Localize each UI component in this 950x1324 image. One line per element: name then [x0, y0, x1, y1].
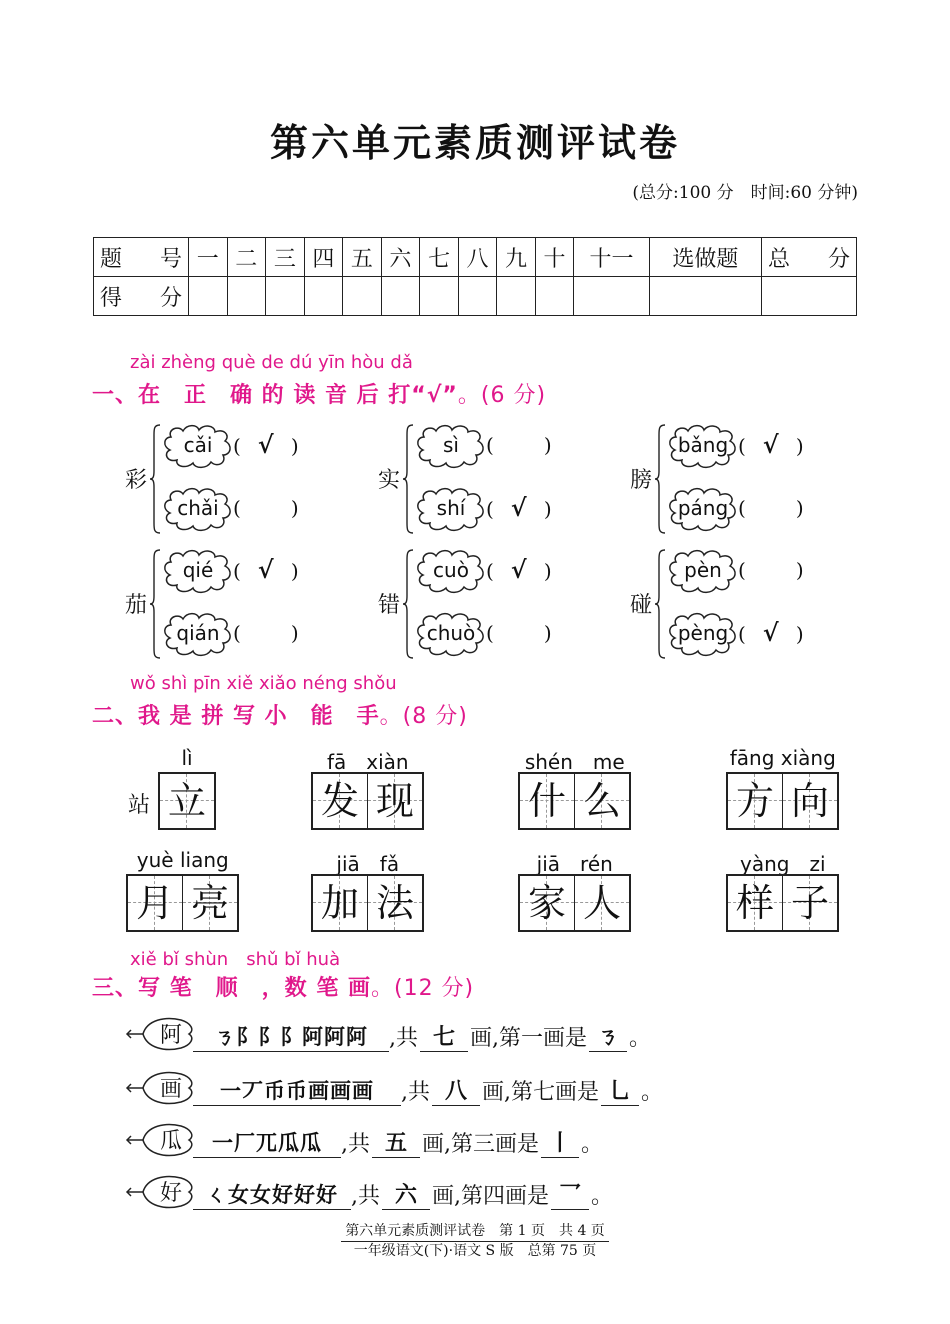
reading-option — [414, 611, 614, 657]
writing-grid[interactable] — [311, 772, 424, 830]
grid-cell — [128, 876, 182, 930]
reading-group — [378, 423, 618, 535]
option-pinyin: bǎng — [677, 433, 729, 457]
written-char: 立 — [167, 779, 206, 823]
grid-cell — [367, 774, 422, 828]
text-period: 。 — [641, 1080, 664, 1105]
option-pinyin: páng — [677, 496, 729, 520]
stroke-order-blank[interactable]: ㄑ女女好好好 — [193, 1179, 351, 1210]
score-cell[interactable] — [649, 277, 761, 316]
option-pinyin: cuò — [433, 558, 469, 582]
section3-title: 三、写 笔 顺 ，数 笔 画 — [92, 976, 371, 1001]
reading-option — [666, 486, 866, 532]
word-pinyin: yàng zi — [739, 852, 826, 876]
grid-cell — [520, 876, 574, 930]
section3-points: 。(12 分) — [370, 976, 475, 1001]
word-pinyin: lì — [181, 746, 193, 770]
text-period: 。 — [629, 1026, 652, 1051]
score-cell[interactable] — [381, 277, 420, 316]
score-table-col-header: 三 — [266, 238, 305, 277]
answer-parens[interactable]: ( ) — [486, 621, 552, 645]
score-table-col-header: 选做题 — [649, 238, 761, 277]
grid-cell — [782, 774, 837, 828]
text-stroke-question: 画,第七画是 — [482, 1080, 599, 1105]
written-char: 法 — [375, 881, 414, 925]
stroke-blank[interactable]: 乛 — [551, 1178, 589, 1210]
reading-group — [630, 423, 870, 535]
brace-icon — [402, 423, 414, 535]
written-char: 发 — [320, 779, 359, 823]
group-char: 实 — [378, 468, 401, 493]
section1-pinyin: zài zhèng què de dú yīn hòu dǎ — [130, 352, 413, 373]
answer-parens[interactable]: ( ) — [738, 496, 804, 520]
option-pinyin: qián — [176, 621, 220, 645]
score-table-col-header: 一 — [189, 238, 228, 277]
score-table-score-row — [94, 277, 857, 316]
score-table-col-header: 总 分 — [762, 238, 857, 277]
score-cell[interactable] — [535, 277, 574, 316]
stroke-blank[interactable]: 丨 — [541, 1126, 579, 1158]
brace-icon — [654, 423, 666, 535]
footer-line1: 第六单元素质测评试卷 第 1 页 共 4 页 — [341, 1222, 609, 1242]
text-period: 。 — [581, 1132, 604, 1157]
brace-icon — [402, 548, 414, 660]
answer-parens[interactable]: ( ) — [486, 433, 552, 457]
section2-heading — [92, 699, 468, 730]
score-cell[interactable] — [304, 277, 343, 316]
page-footer — [0, 1222, 950, 1261]
text-period: 。 — [591, 1184, 614, 1209]
group-char: 茄 — [125, 593, 148, 618]
stroke-row — [125, 1120, 685, 1160]
score-table-col-header: 四 — [304, 238, 343, 277]
score-table-col-header: 十 — [535, 238, 574, 277]
grid-cell — [574, 876, 629, 930]
score-cell[interactable] — [227, 277, 266, 316]
reading-option — [414, 423, 614, 469]
written-char: 加 — [320, 881, 359, 925]
section3-heading — [92, 971, 474, 1002]
reading-option — [161, 548, 361, 594]
answer-parens[interactable]: ( √ ) — [233, 548, 353, 593]
row-char: 好 — [159, 1181, 182, 1206]
answer-parens[interactable]: ( √ ) — [486, 548, 606, 593]
score-table-score-label: 得 分 — [94, 277, 189, 316]
reading-option — [414, 486, 614, 532]
stroke-order-blank[interactable]: 一丆币币画画画 — [193, 1075, 401, 1106]
option-pinyin: chuò — [426, 621, 476, 645]
section2-points: 。(8 分) — [379, 704, 468, 729]
written-char: 方 — [735, 779, 774, 823]
reading-group — [630, 548, 870, 660]
option-pinyin: sì — [443, 433, 459, 457]
reading-option — [161, 423, 361, 469]
score-table-col-header: 六 — [381, 238, 420, 277]
text-gong: ,共 — [351, 1184, 380, 1209]
stroke-row — [125, 1172, 685, 1212]
reading-option — [666, 423, 866, 469]
stroke-count-blank[interactable]: 六 — [382, 1178, 430, 1210]
written-char: 现 — [375, 779, 414, 823]
grid-cell — [313, 876, 367, 930]
score-cell[interactable] — [497, 277, 536, 316]
answer-parens[interactable]: ( ) — [738, 558, 804, 582]
answer-parens[interactable]: ( ) — [233, 621, 299, 645]
writing-grid[interactable] — [726, 874, 839, 932]
option-pinyin: pèn — [684, 558, 722, 582]
written-char: 人 — [582, 881, 621, 925]
stroke-blank[interactable]: ㄋ — [589, 1020, 627, 1052]
written-char: 亮 — [190, 881, 229, 925]
grid-cell — [367, 876, 422, 930]
written-char: 样 — [735, 881, 774, 925]
written-char: 子 — [790, 881, 829, 925]
grid-cell — [574, 774, 629, 828]
writing-grid[interactable] — [158, 772, 216, 830]
group-char: 碰 — [630, 593, 653, 618]
score-cell[interactable] — [574, 277, 649, 316]
check-mark: √ — [762, 430, 779, 459]
footer-line2: 一年级语文(下)·语文 S 版 总第 75 页 — [353, 1243, 597, 1259]
word-pinyin: shén me — [524, 750, 625, 774]
score-cell[interactable] — [420, 277, 459, 316]
grid-cell — [182, 876, 237, 930]
option-pinyin: cǎi — [183, 433, 213, 457]
writing-grid[interactable] — [726, 772, 839, 830]
score-cell[interactable] — [458, 277, 497, 316]
grid-cell — [160, 774, 214, 828]
score-table-col-header: 十一 — [574, 238, 649, 277]
section1-points: 。(6 分) — [457, 383, 547, 408]
stroke-order-blank[interactable]: 一厂兀瓜瓜 — [193, 1127, 341, 1158]
check-mark: √ — [510, 555, 527, 584]
writing-grid[interactable] — [518, 874, 631, 932]
group-char: 彩 — [125, 468, 148, 493]
section2-title: 二、我 是 拼 写 小 能 手 — [92, 704, 380, 729]
writing-grid[interactable] — [311, 874, 424, 932]
word-pinyin: yuè liang — [136, 848, 229, 872]
score-table-col-header: 九 — [497, 238, 536, 277]
stroke-count-blank[interactable]: 八 — [432, 1074, 480, 1106]
reading-option — [161, 611, 361, 657]
option-pinyin: qié — [182, 558, 214, 582]
text-gong: ,共 — [341, 1132, 370, 1157]
check-mark: √ — [510, 493, 527, 522]
row-char: 画 — [159, 1077, 182, 1102]
grid-cell — [313, 774, 367, 828]
reading-group — [125, 548, 365, 660]
score-table-label: 题 号 — [94, 238, 189, 277]
reading-option — [666, 611, 866, 657]
answer-parens[interactable]: ( √ ) — [486, 486, 606, 531]
score-table-header-row — [94, 238, 857, 277]
score-table-col-header: 二 — [227, 238, 266, 277]
section3-pinyin: xiě bǐ shùn shǔ bǐ huà — [130, 949, 341, 970]
option-pinyin: pèng — [677, 621, 729, 645]
brace-icon — [654, 548, 666, 660]
word-pinyin: jiā fǎ — [336, 852, 400, 876]
stroke-order-blank[interactable]: ㄋ阝阝阝阿阿阿 — [193, 1021, 389, 1052]
grid-cell — [728, 774, 782, 828]
score-cell[interactable] — [266, 277, 305, 316]
stroke-count-blank[interactable]: 五 — [372, 1126, 420, 1158]
reading-group — [378, 548, 618, 660]
row-char: 瓜 — [159, 1129, 182, 1154]
text-gong: ,共 — [389, 1026, 418, 1051]
writing-grid[interactable] — [518, 772, 631, 830]
writing-grid[interactable] — [126, 874, 239, 932]
answer-parens[interactable]: ( ) — [233, 496, 299, 520]
answer-parens[interactable]: ( √ ) — [738, 423, 858, 468]
row-char: 阿 — [159, 1023, 182, 1048]
written-char: 什 — [527, 779, 566, 823]
written-char: 月 — [135, 881, 174, 925]
score-table-col-header: 七 — [420, 238, 459, 277]
text-stroke-question: 画,第四画是 — [432, 1184, 549, 1209]
text-stroke-question: 画,第三画是 — [422, 1132, 539, 1157]
stroke-count-blank[interactable]: 七 — [420, 1020, 468, 1052]
section1-heading — [92, 378, 546, 409]
stroke-row — [125, 1014, 685, 1054]
score-cell[interactable] — [343, 277, 382, 316]
group-char: 错 — [378, 593, 401, 618]
exam-meta: (总分:100 分 时间:60 分钟) — [632, 183, 858, 203]
group-char: 膀 — [630, 468, 653, 493]
text-gong: ,共 — [401, 1080, 430, 1105]
word-pinyin: jiā rén — [536, 852, 613, 876]
brace-icon — [149, 548, 161, 660]
score-table — [93, 237, 857, 316]
reading-option — [414, 548, 614, 594]
written-char: 向 — [790, 779, 829, 823]
score-cell[interactable] — [189, 277, 228, 316]
brace-icon — [149, 423, 161, 535]
score-table-col-header: 五 — [343, 238, 382, 277]
reading-option — [161, 486, 361, 532]
text-stroke-question: 画,第一画是 — [470, 1026, 587, 1051]
stroke-row — [125, 1068, 685, 1108]
answer-parens[interactable]: ( √ ) — [738, 611, 858, 656]
reading-group — [125, 423, 365, 535]
page-title: 第六单元素质测评试卷 — [269, 120, 680, 165]
word-pinyin: fā xiàn — [326, 750, 409, 774]
grid-cell — [520, 774, 574, 828]
answer-parens[interactable]: ( √ ) — [233, 423, 353, 468]
written-char: 么 — [582, 779, 621, 823]
grid-cell — [728, 876, 782, 930]
score-table-col-header: 八 — [458, 238, 497, 277]
word-pinyin: fāng xiàng — [729, 746, 836, 770]
reading-option — [666, 548, 866, 594]
section2-prefix-char: 站 — [128, 793, 151, 818]
check-mark: √ — [762, 618, 779, 647]
grid-cell — [782, 876, 837, 930]
check-mark: √ — [257, 430, 274, 459]
score-cell[interactable] — [762, 277, 857, 316]
option-pinyin: shí — [436, 496, 466, 520]
option-pinyin: chǎi — [177, 496, 219, 520]
section1-title: 一、在 正 确 的 读 音 后 打“√” — [92, 383, 458, 408]
stroke-blank[interactable]: 乚 — [601, 1074, 639, 1106]
check-mark: √ — [257, 555, 274, 584]
section2-pinyin: wǒ shì pīn xiě xiǎo néng shǒu — [130, 673, 397, 694]
written-char: 家 — [527, 881, 566, 925]
